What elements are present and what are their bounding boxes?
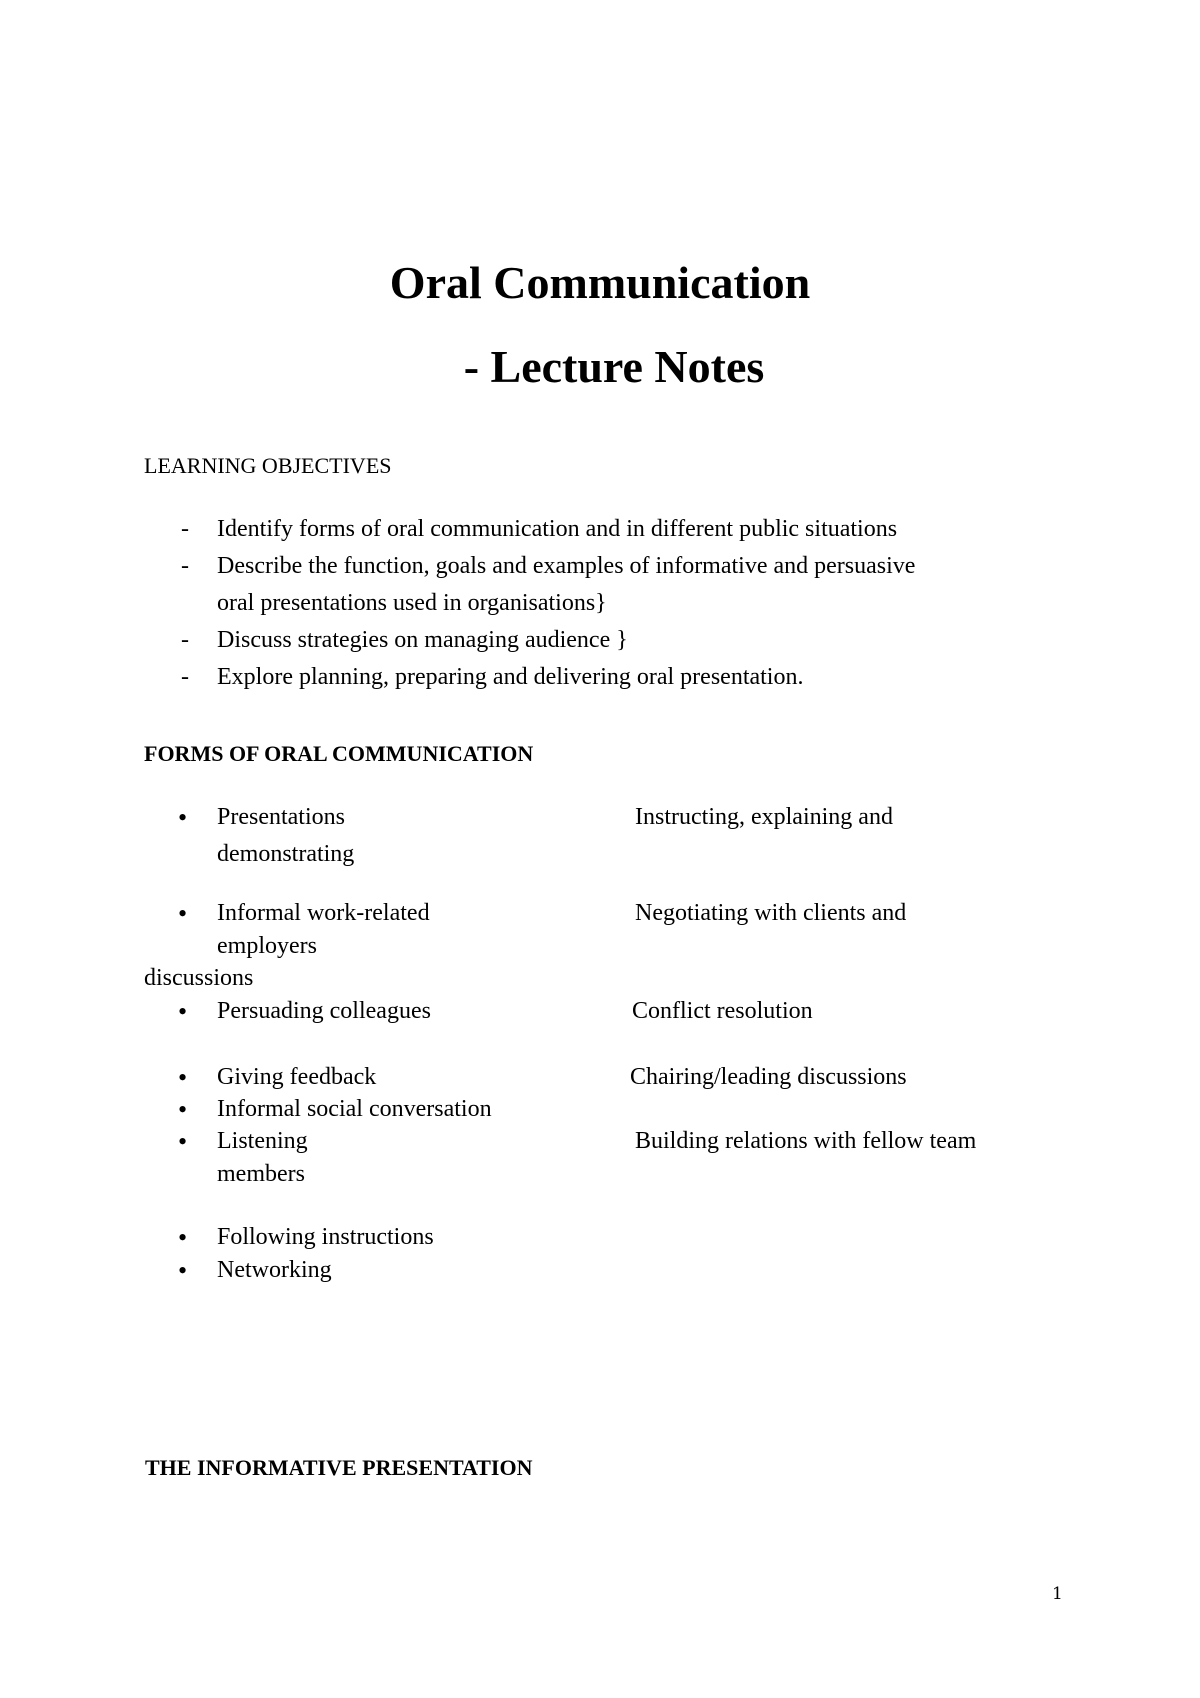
- form-item: Chairing/leading discussions: [630, 1064, 907, 1090]
- objective-item-continued: oral presentations used in organisations}: [217, 590, 607, 616]
- page-subtitle: - Lecture Notes: [463, 341, 765, 392]
- bullet-icon: •: [178, 1063, 188, 1092]
- dash-marker: -: [181, 553, 189, 579]
- form-item: Building relations with fellow team: [635, 1128, 977, 1154]
- objective-item: Identify forms of oral communication and in different public situations: [217, 516, 898, 542]
- form-item: Networking: [217, 1257, 332, 1283]
- form-item: Negotiating with clients and: [635, 900, 907, 926]
- page-number: 1: [1052, 1584, 1063, 1604]
- form-item: Informal work-related: [217, 900, 430, 926]
- form-item-continued: members: [217, 1161, 305, 1187]
- form-item: Instructing, explaining and: [635, 804, 893, 830]
- form-item: Conflict resolution: [632, 998, 813, 1024]
- form-item-continued: employers: [217, 933, 317, 959]
- form-item: Persuading colleagues: [217, 998, 431, 1024]
- objective-item: Discuss strategies on managing audience }: [217, 627, 628, 653]
- dash-marker: -: [181, 516, 189, 542]
- informative-heading: THE INFORMATIVE PRESENTATION: [145, 1455, 533, 1480]
- dash-marker: -: [181, 664, 189, 690]
- dash-marker: -: [181, 627, 189, 653]
- bullet-icon: •: [178, 1095, 188, 1124]
- form-item: Listening: [217, 1128, 308, 1154]
- form-item: Informal social conversation: [217, 1096, 492, 1122]
- bullet-icon: •: [178, 1256, 188, 1285]
- bullet-icon: •: [178, 899, 188, 928]
- form-item: Presentations: [217, 804, 345, 830]
- forms-heading: FORMS OF ORAL COMMUNICATION: [144, 741, 534, 766]
- form-item: Following instructions: [217, 1224, 434, 1250]
- form-item-continued: demonstrating: [217, 841, 355, 867]
- form-item-continued: discussions: [144, 965, 254, 991]
- objective-item: Explore planning, preparing and delivering oral presentation.: [217, 664, 804, 690]
- bullet-icon: •: [178, 997, 188, 1026]
- form-item: Giving feedback: [217, 1064, 377, 1090]
- objective-item: Describe the function, goals and examples of informative and persuasive: [217, 553, 916, 579]
- bullet-icon: •: [178, 803, 188, 832]
- bullet-icon: •: [178, 1223, 188, 1252]
- page-title: Oral Communication: [389, 257, 811, 308]
- bullet-icon: •: [178, 1127, 188, 1156]
- learning-objectives-heading: LEARNING OBJECTIVES: [144, 453, 392, 478]
